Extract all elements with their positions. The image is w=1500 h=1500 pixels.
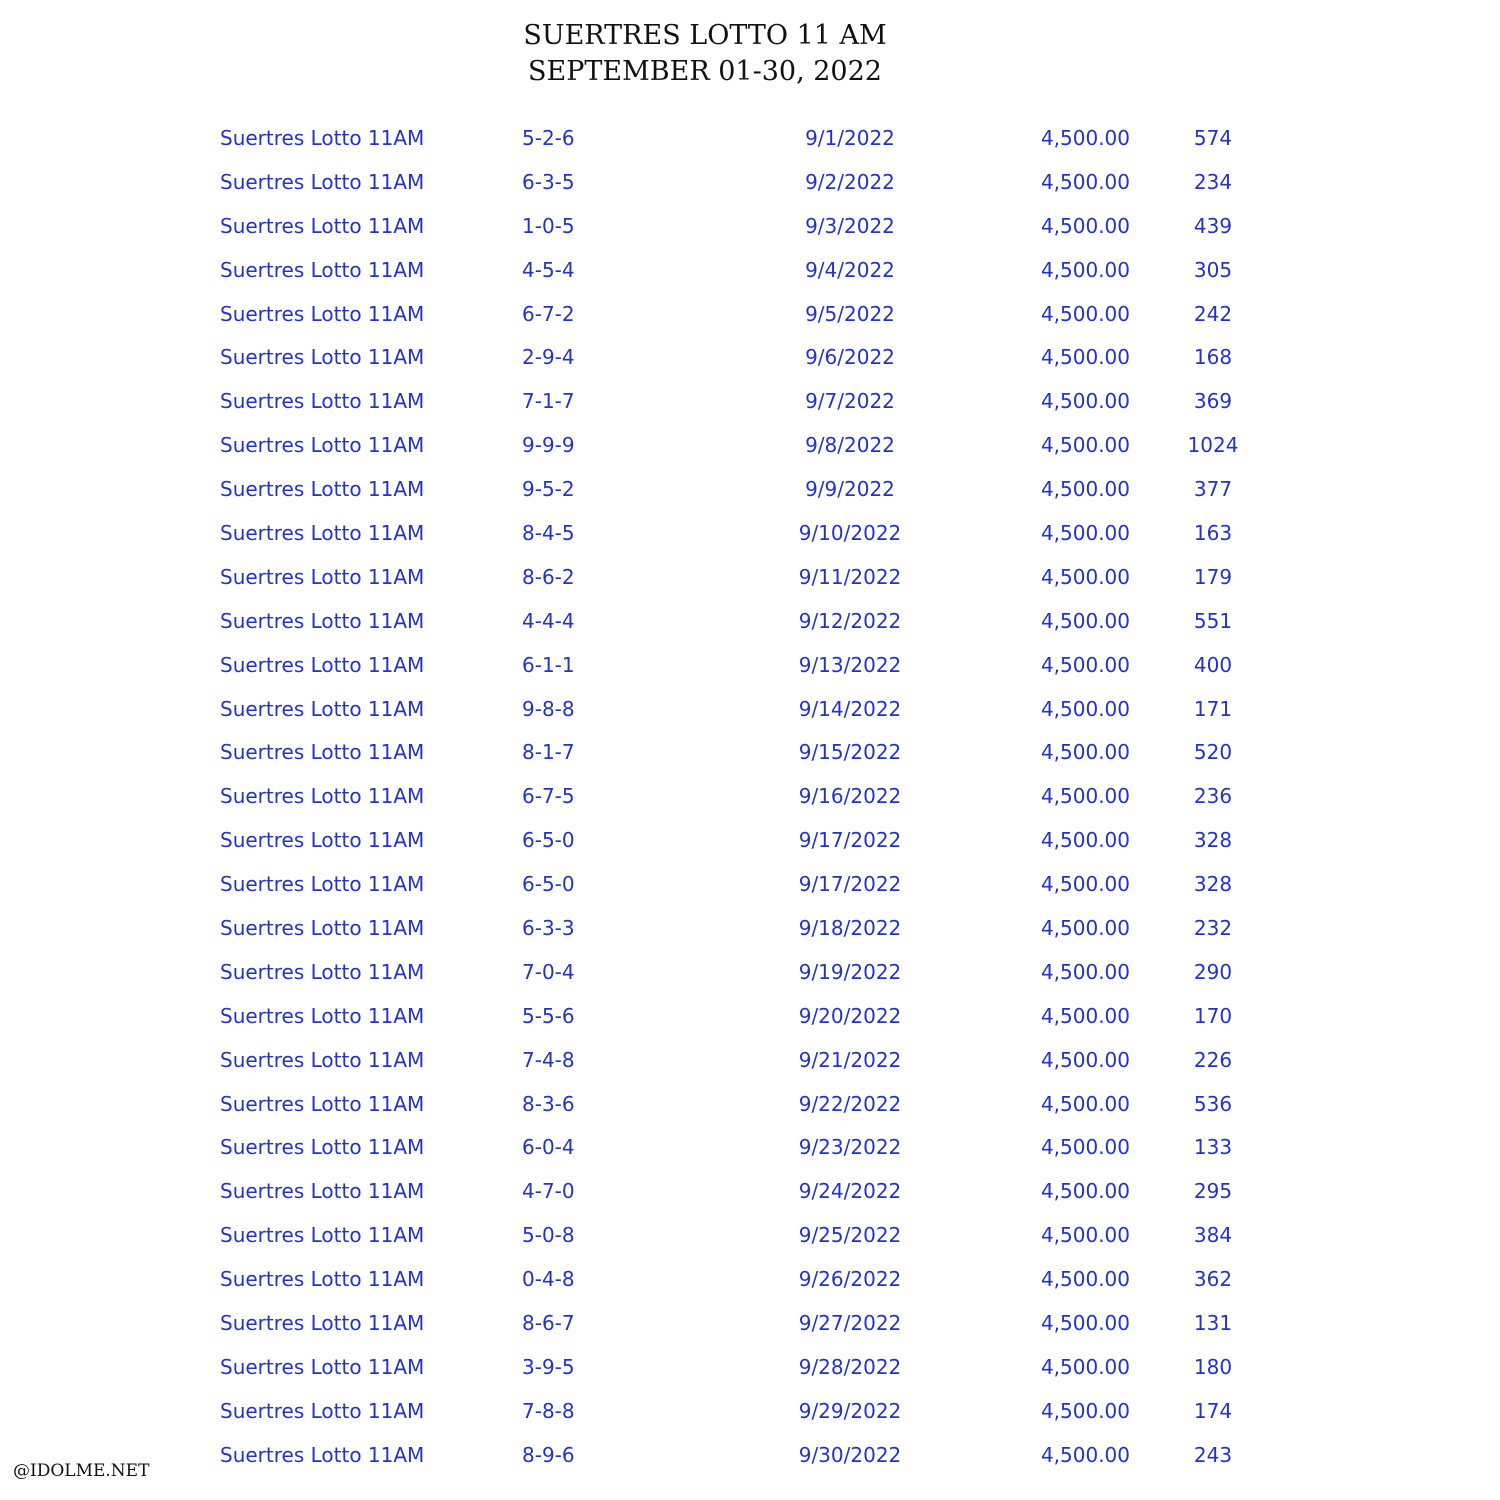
result-date: 9/1/2022 xyxy=(805,126,895,150)
result-prize: 4,500.00 xyxy=(1040,1179,1130,1204)
result-combination: 5-5-6 xyxy=(522,1003,575,1028)
result-prize: 4,500.00 xyxy=(1040,740,1130,765)
result-date: 9/19/2022 xyxy=(798,959,902,984)
result-row xyxy=(0,1125,1500,1169)
result-prize: 4,500.00 xyxy=(1040,784,1130,809)
result-game-name: Suertres Lotto 11AM xyxy=(220,1135,425,1160)
result-combination: 2-9-4 xyxy=(522,345,575,370)
result-combination: 8-6-7 xyxy=(522,1311,575,1336)
result-winners: 551 xyxy=(1193,608,1233,633)
result-game-name: Suertres Lotto 11AM xyxy=(220,828,425,853)
result-date: 9/18/2022 xyxy=(798,916,902,941)
result-winners: 328 xyxy=(1193,872,1233,897)
result-winners: 180 xyxy=(1193,1354,1233,1379)
result-game-name: Suertres Lotto 11AM xyxy=(220,257,425,282)
result-combination: 6-0-4 xyxy=(522,1135,575,1160)
result-date: 9/5/2022 xyxy=(805,301,895,326)
result-winners: 369 xyxy=(1193,389,1233,414)
result-combination: 3-9-5 xyxy=(522,1354,575,1379)
result-combination: 8-4-5 xyxy=(522,521,575,546)
result-row xyxy=(0,730,1500,774)
result-date: 9/16/2022 xyxy=(798,784,902,809)
result-prize: 4,500.00 xyxy=(1040,1398,1130,1423)
result-prize: 4,500.00 xyxy=(1040,1223,1130,1248)
result-combination: 8-3-6 xyxy=(522,1091,575,1116)
result-row xyxy=(0,248,1500,292)
result-game-name: Suertres Lotto 11AM xyxy=(220,389,425,414)
result-prize: 4,500.00 xyxy=(1040,169,1130,194)
result-prize: 4,500.00 xyxy=(1040,696,1130,721)
result-combination: 8-1-7 xyxy=(522,740,575,765)
result-prize: 4,500.00 xyxy=(1040,126,1130,150)
result-row xyxy=(0,818,1500,862)
result-game-name: Suertres Lotto 11AM xyxy=(220,345,425,370)
result-date: 9/22/2022 xyxy=(798,1091,902,1116)
result-prize: 4,500.00 xyxy=(1040,1311,1130,1336)
result-date: 9/8/2022 xyxy=(805,433,895,458)
result-combination: 1-0-5 xyxy=(522,213,575,238)
result-combination: 6-3-3 xyxy=(522,916,575,941)
result-row xyxy=(0,862,1500,906)
result-date: 9/17/2022 xyxy=(798,828,902,853)
result-combination: 7-4-8 xyxy=(522,1047,575,1072)
result-row xyxy=(0,1345,1500,1389)
result-date: 9/27/2022 xyxy=(798,1311,902,1336)
result-game-name: Suertres Lotto 11AM xyxy=(220,126,425,150)
result-combination: 6-5-0 xyxy=(522,872,575,897)
result-date: 9/14/2022 xyxy=(798,696,902,721)
result-prize: 4,500.00 xyxy=(1040,257,1130,282)
result-row xyxy=(0,423,1500,467)
result-combination: 6-1-1 xyxy=(522,652,575,677)
result-game-name: Suertres Lotto 11AM xyxy=(220,433,425,458)
result-prize: 4,500.00 xyxy=(1040,301,1130,326)
result-winners: 242 xyxy=(1193,301,1233,326)
result-game-name: Suertres Lotto 11AM xyxy=(220,608,425,633)
result-winners: 439 xyxy=(1193,213,1233,238)
result-date: 9/17/2022 xyxy=(798,872,902,897)
result-date: 9/29/2022 xyxy=(798,1398,902,1423)
result-game-name: Suertres Lotto 11AM xyxy=(220,652,425,677)
result-game-name: Suertres Lotto 11AM xyxy=(220,784,425,809)
result-game-name: Suertres Lotto 11AM xyxy=(220,1003,425,1028)
result-combination: 6-5-0 xyxy=(522,828,575,853)
result-game-name: Suertres Lotto 11AM xyxy=(220,1398,425,1423)
result-combination: 4-7-0 xyxy=(522,1179,575,1204)
result-combination: 7-8-8 xyxy=(522,1398,575,1423)
result-row xyxy=(0,1389,1500,1433)
result-game-name: Suertres Lotto 11AM xyxy=(220,477,425,502)
result-row xyxy=(0,1082,1500,1126)
result-row xyxy=(0,1301,1500,1345)
result-row xyxy=(0,467,1500,511)
result-winners: 290 xyxy=(1193,959,1233,984)
result-row xyxy=(0,160,1500,204)
result-game-name: Suertres Lotto 11AM xyxy=(220,1354,425,1379)
result-row xyxy=(0,774,1500,818)
result-prize: 4,500.00 xyxy=(1040,1267,1130,1292)
result-row xyxy=(0,292,1500,336)
result-winners: 133 xyxy=(1193,1135,1233,1160)
result-prize: 4,500.00 xyxy=(1040,916,1130,941)
result-combination: 6-7-5 xyxy=(522,784,575,809)
result-combination: 9-8-8 xyxy=(522,696,575,721)
result-row xyxy=(0,1213,1500,1257)
result-row xyxy=(0,511,1500,555)
result-combination: 4-5-4 xyxy=(522,257,575,282)
result-row xyxy=(0,950,1500,994)
result-winners: 536 xyxy=(1193,1091,1233,1116)
result-date: 9/28/2022 xyxy=(798,1354,902,1379)
result-prize: 4,500.00 xyxy=(1040,477,1130,502)
result-combination: 5-2-6 xyxy=(522,126,575,150)
result-winners: 174 xyxy=(1193,1398,1233,1423)
result-date: 9/15/2022 xyxy=(798,740,902,765)
result-row xyxy=(0,204,1500,248)
result-winners: 520 xyxy=(1193,740,1233,765)
result-date: 9/30/2022 xyxy=(798,1442,902,1467)
result-date: 9/21/2022 xyxy=(798,1047,902,1072)
result-winners: 1024 xyxy=(1187,433,1239,458)
result-row xyxy=(0,994,1500,1038)
result-date: 9/7/2022 xyxy=(805,389,895,414)
result-date: 9/13/2022 xyxy=(798,652,902,677)
result-prize: 4,500.00 xyxy=(1040,828,1130,853)
result-game-name: Suertres Lotto 11AM xyxy=(220,301,425,326)
result-combination: 8-6-2 xyxy=(522,564,575,589)
result-game-name: Suertres Lotto 11AM xyxy=(220,213,425,238)
result-combination: 9-9-9 xyxy=(522,433,575,458)
result-game-name: Suertres Lotto 11AM xyxy=(220,872,425,897)
result-date: 9/3/2022 xyxy=(805,213,895,238)
result-prize: 4,500.00 xyxy=(1040,1442,1130,1467)
result-winners: 170 xyxy=(1193,1003,1233,1028)
result-date: 9/4/2022 xyxy=(805,257,895,282)
result-row xyxy=(0,1433,1500,1477)
result-combination: 9-5-2 xyxy=(522,477,575,502)
result-row xyxy=(0,555,1500,599)
result-date: 9/20/2022 xyxy=(798,1003,902,1028)
page-title: SUERTRES LOTTO 11 AM xyxy=(523,20,887,51)
result-game-name: Suertres Lotto 11AM xyxy=(220,521,425,546)
result-date: 9/9/2022 xyxy=(805,477,895,502)
result-game-name: Suertres Lotto 11AM xyxy=(220,169,425,194)
result-prize: 4,500.00 xyxy=(1040,608,1130,633)
result-prize: 4,500.00 xyxy=(1040,345,1130,370)
result-game-name: Suertres Lotto 11AM xyxy=(220,696,425,721)
result-winners: 226 xyxy=(1193,1047,1233,1072)
result-winners: 362 xyxy=(1193,1267,1233,1292)
result-winners: 328 xyxy=(1193,828,1233,853)
result-row xyxy=(0,379,1500,423)
result-date: 9/12/2022 xyxy=(798,608,902,633)
result-prize: 4,500.00 xyxy=(1040,521,1130,546)
result-row xyxy=(0,1038,1500,1082)
result-winners: 295 xyxy=(1193,1179,1233,1204)
result-prize: 4,500.00 xyxy=(1040,564,1130,589)
result-prize: 4,500.00 xyxy=(1040,213,1130,238)
result-prize: 4,500.00 xyxy=(1040,1354,1130,1379)
result-combination: 5-0-8 xyxy=(522,1223,575,1248)
result-combination: 7-0-4 xyxy=(522,959,575,984)
result-prize: 4,500.00 xyxy=(1040,652,1130,677)
result-combination: 6-3-5 xyxy=(522,169,575,194)
result-date: 9/2/2022 xyxy=(805,169,895,194)
result-game-name: Suertres Lotto 11AM xyxy=(220,740,425,765)
result-game-name: Suertres Lotto 11AM xyxy=(220,1047,425,1072)
result-winners: 171 xyxy=(1193,696,1233,721)
result-date: 9/24/2022 xyxy=(798,1179,902,1204)
result-prize: 4,500.00 xyxy=(1040,433,1130,458)
result-prize: 4,500.00 xyxy=(1040,1003,1130,1028)
result-combination: 6-7-2 xyxy=(522,301,575,326)
result-winners: 163 xyxy=(1193,521,1233,546)
result-date: 9/25/2022 xyxy=(798,1223,902,1248)
result-row xyxy=(0,906,1500,950)
result-date: 9/23/2022 xyxy=(798,1135,902,1160)
result-prize: 4,500.00 xyxy=(1040,1091,1130,1116)
result-prize: 4,500.00 xyxy=(1040,1135,1130,1160)
result-combination: 8-9-6 xyxy=(522,1442,575,1467)
result-combination: 7-1-7 xyxy=(522,389,575,414)
results-list xyxy=(0,116,1500,1477)
result-winners: 168 xyxy=(1193,345,1233,370)
result-row xyxy=(0,1257,1500,1301)
result-game-name: Suertres Lotto 11AM xyxy=(220,1311,425,1336)
result-row xyxy=(0,1169,1500,1213)
result-prize: 4,500.00 xyxy=(1040,389,1130,414)
result-game-name: Suertres Lotto 11AM xyxy=(220,959,425,984)
result-row xyxy=(0,335,1500,379)
result-combination: 4-4-4 xyxy=(522,608,575,633)
result-game-name: Suertres Lotto 11AM xyxy=(220,1442,425,1467)
result-row xyxy=(0,599,1500,643)
result-winners: 179 xyxy=(1193,564,1233,589)
result-prize: 4,500.00 xyxy=(1040,959,1130,984)
result-prize: 4,500.00 xyxy=(1040,872,1130,897)
result-winners: 384 xyxy=(1193,1223,1233,1248)
result-game-name: Suertres Lotto 11AM xyxy=(220,916,425,941)
result-winners: 236 xyxy=(1193,784,1233,809)
result-prize: 4,500.00 xyxy=(1040,1047,1130,1072)
result-game-name: Suertres Lotto 11AM xyxy=(220,1091,425,1116)
result-game-name: Suertres Lotto 11AM xyxy=(220,1179,425,1204)
result-winners: 131 xyxy=(1193,1311,1233,1336)
result-game-name: Suertres Lotto 11AM xyxy=(220,1223,425,1248)
result-winners: 243 xyxy=(1193,1442,1233,1467)
result-combination: 0-4-8 xyxy=(522,1267,575,1292)
result-winners: 574 xyxy=(1193,126,1233,150)
result-winners: 234 xyxy=(1193,169,1233,194)
result-game-name: Suertres Lotto 11AM xyxy=(220,1267,425,1292)
result-row xyxy=(0,687,1500,731)
result-date: 9/11/2022 xyxy=(798,564,902,589)
result-date: 9/6/2022 xyxy=(805,345,895,370)
result-winners: 400 xyxy=(1193,652,1233,677)
result-row xyxy=(0,116,1500,160)
watermark: @IDOLME.NET xyxy=(13,1461,150,1481)
result-date: 9/10/2022 xyxy=(798,521,902,546)
result-winners: 305 xyxy=(1193,257,1233,282)
result-winners: 232 xyxy=(1193,916,1233,941)
result-row xyxy=(0,643,1500,687)
result-winners: 377 xyxy=(1193,477,1233,502)
page-subtitle: SEPTEMBER 01-30, 2022 xyxy=(528,56,882,87)
result-date: 9/26/2022 xyxy=(798,1267,902,1292)
result-game-name: Suertres Lotto 11AM xyxy=(220,564,425,589)
